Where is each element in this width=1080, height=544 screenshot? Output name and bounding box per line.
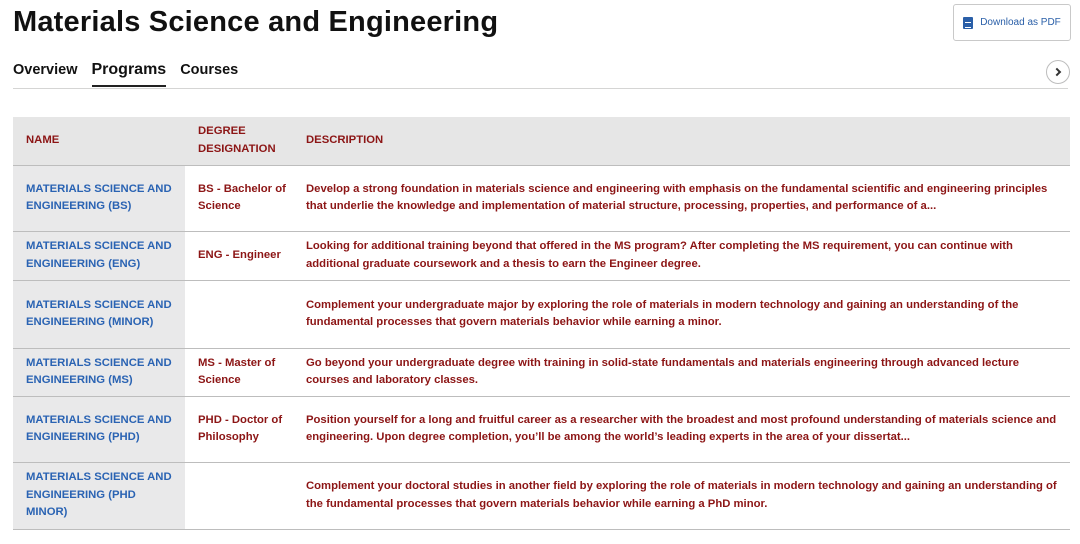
column-header-description: DESCRIPTION (306, 134, 384, 146)
page-title: Materials Science and Engineering (13, 6, 499, 38)
degree-designation (185, 462, 294, 529)
tab-courses[interactable]: Courses (180, 62, 239, 78)
column-header-degree: DEGREE DESIGNATION (198, 125, 276, 155)
tab-programs[interactable]: Programs (92, 61, 167, 87)
degree-designation: BS - Bachelor of Science (198, 182, 286, 212)
program-name-link[interactable]: MATERIALS SCIENCE AND ENGINEERING (PHD) (13, 396, 185, 462)
program-description: Looking for additional training beyond that offered in the MS program? After completing the MS requirement, you can continue with additional graduate coursework and a thesis to earn the Engineer degree. (306, 240, 1013, 270)
section-tabs (13, 62, 238, 87)
tabs-scroll-right-button[interactable] (1046, 60, 1070, 84)
degree-designation: ENG - Engineer (198, 248, 281, 261)
table-row (13, 348, 1070, 396)
document-icon (963, 17, 973, 29)
program-description: Position yourself for a long and fruitful career as a researcher with the broadest and most profound understanding of materials science and engineering. Upon degree completion, you’ll be among the world’s leading experts in the area of your dissertat... (306, 413, 1057, 443)
table-row (13, 280, 1070, 348)
program-name-link[interactable]: MATERIALS SCIENCE AND ENGINEERING (MS) (13, 348, 185, 396)
table-header-row (13, 117, 1070, 165)
table-row (13, 165, 1070, 231)
chevron-right-icon (1053, 68, 1061, 76)
program-name-link[interactable]: MATERIALS SCIENCE AND ENGINEERING (BS) (13, 165, 185, 231)
tab-overview[interactable]: Overview (13, 62, 78, 78)
program-name-link[interactable]: MATERIALS SCIENCE AND ENGINEERING (MINOR) (13, 280, 185, 348)
program-description: Complement your doctoral studies in another field by exploring the role of materials in modern technology and gaining an understanding of the fundamental processes that govern materials behavior while earning a PhD minor. (306, 480, 1057, 510)
degree-designation: MS - Master of Science (198, 356, 276, 386)
degree-designation (185, 280, 294, 348)
column-header-name: NAME (26, 134, 60, 146)
download-pdf-button[interactable] (953, 4, 1071, 41)
table-row (13, 231, 1070, 280)
table-row (13, 462, 1070, 529)
degree-designation: PHD - Doctor of Philosophy (198, 413, 283, 443)
programs-table (13, 117, 1070, 530)
tabs-divider (13, 88, 1068, 89)
program-name-link[interactable]: MATERIALS SCIENCE AND ENGINEERING (ENG) (13, 231, 185, 280)
program-description: Go beyond your undergraduate degree with training in solid-state fundamentals and materials engineering through advanced lecture courses and laboratory classes. (306, 356, 1020, 386)
table-row (13, 396, 1070, 462)
program-description: Develop a strong foundation in materials science and engineering with emphasis on the fundamental scientific and engineering principles that underlie the knowledge and implementation of material structure, processing, properties, and performance of a... (306, 182, 1048, 212)
program-name-link[interactable]: MATERIALS SCIENCE AND ENGINEERING (PHD MINOR) (13, 462, 185, 529)
download-pdf-label: Download as PDF (980, 17, 1061, 28)
program-description: Complement your undergraduate major by exploring the role of materials in modern technology and gaining an understanding of the fundamental processes that govern materials behavior while earning a minor. (306, 298, 1019, 328)
